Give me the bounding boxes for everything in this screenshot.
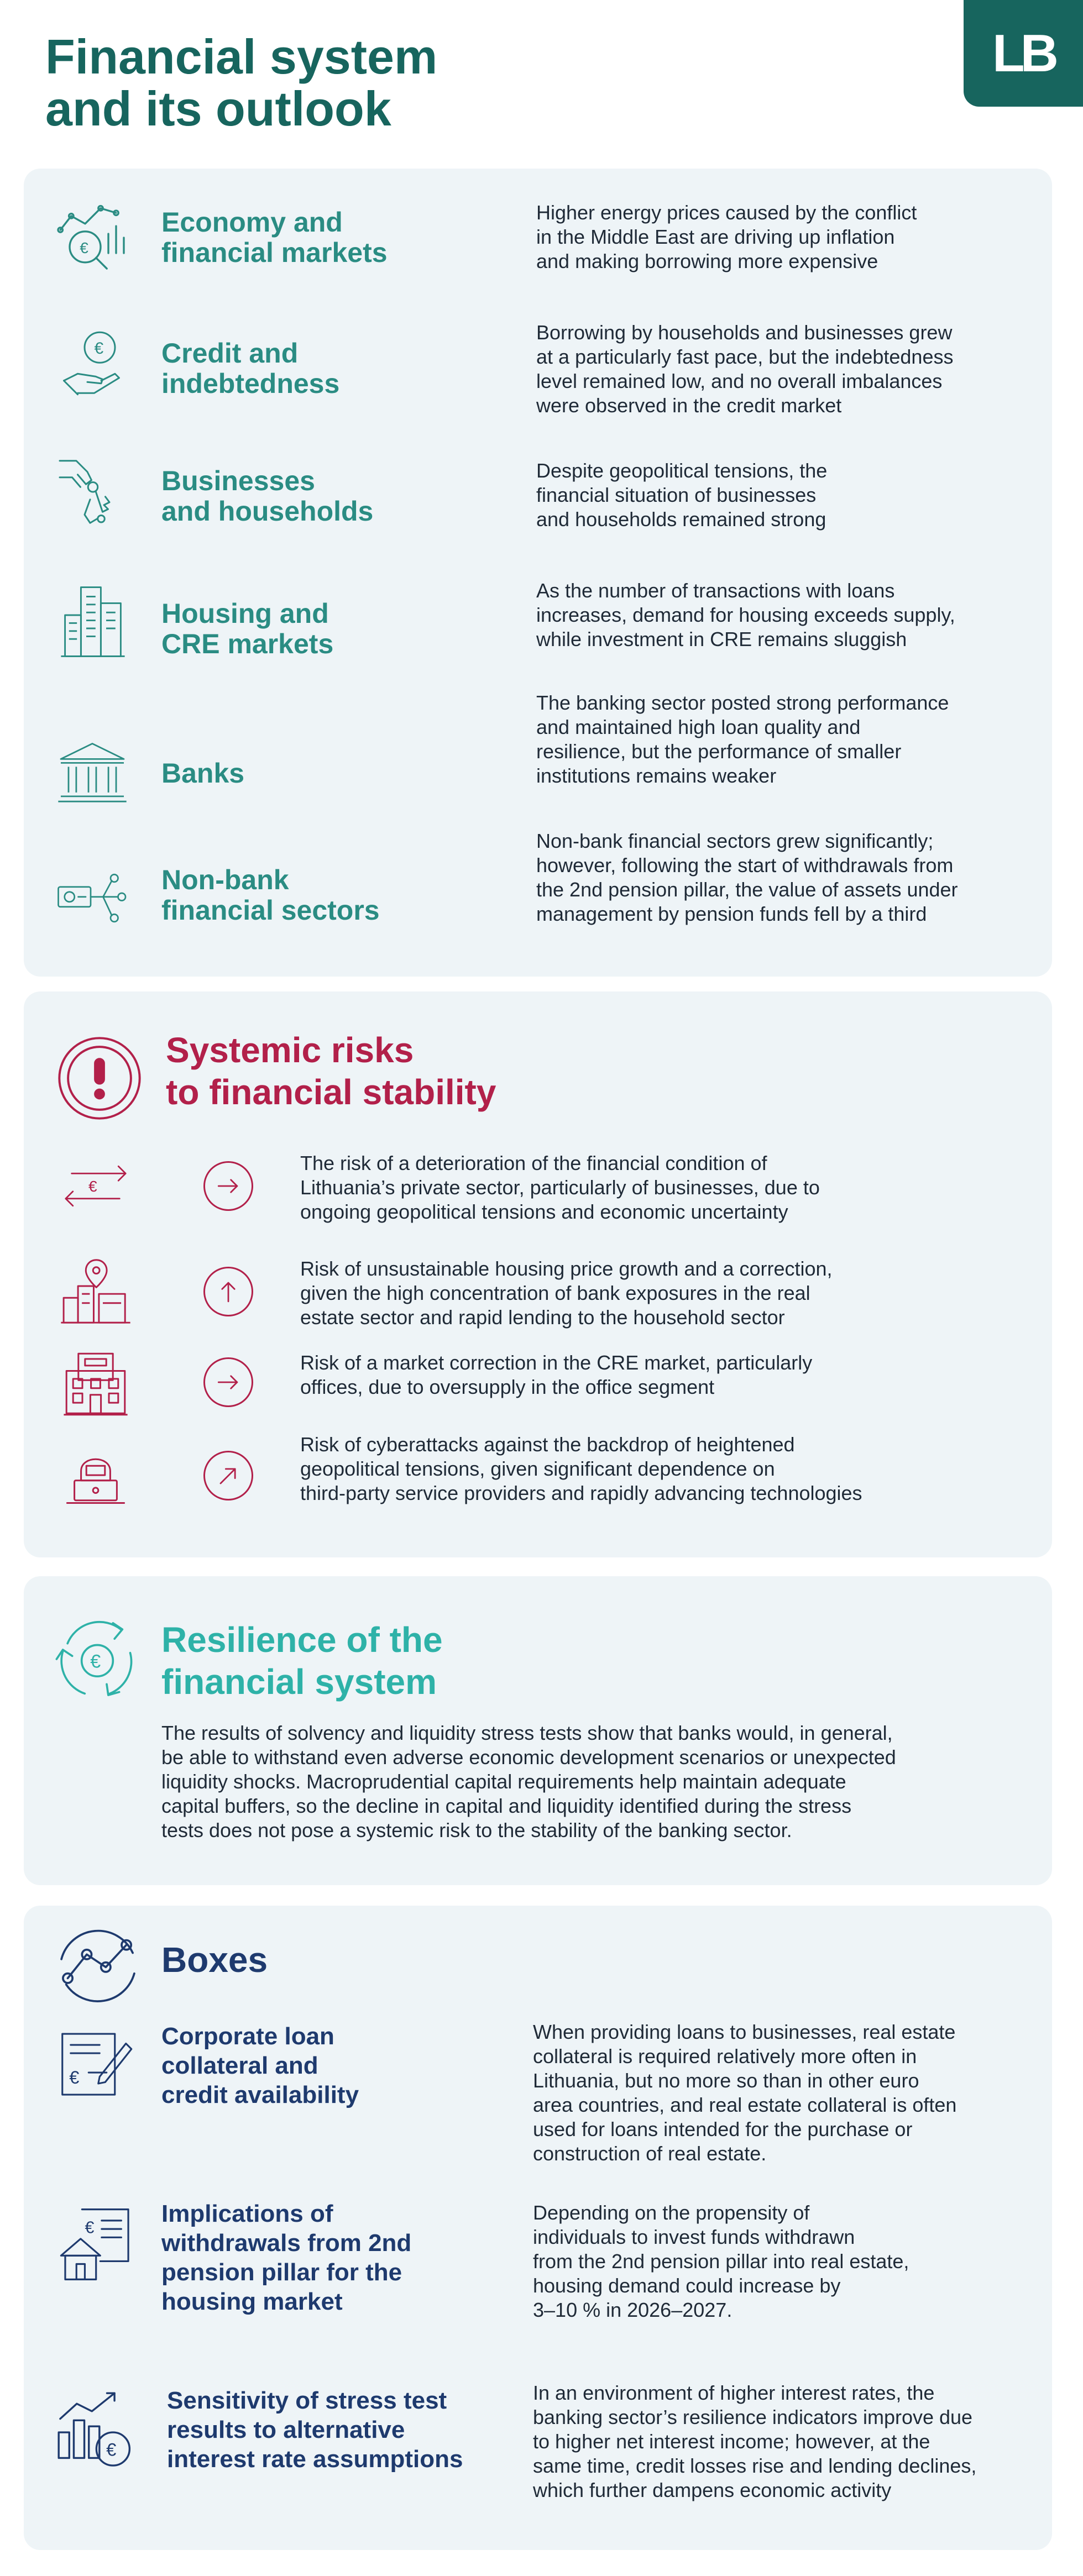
housing-location-icon [60,1257,132,1329]
outlook-item-label: Credit and indebtedness [161,338,340,399]
svg-text:€: € [88,1177,97,1195]
arrow-right-icon [205,1163,252,1209]
outlook-item-label: Housing and CRE markets [161,598,334,659]
svg-text:€: € [94,339,104,358]
bank-logo: LB [964,0,1083,107]
svg-text:€: € [106,2439,117,2460]
bar-chart-euro-icon [54,2389,137,2472]
arrow-up-icon [205,1268,252,1315]
document-pen-icon [58,2028,134,2100]
euro-exchange-icon [60,1158,132,1214]
box-item-label: Corporate loan collateral and credit availability [161,2023,359,2108]
outlook-item-text: Borrowing by households and businesses grew at a particularly fast pace, but the indebtedness level remained low, and no overall imbalances were observed in the credit market [536,321,954,417]
office-building-icon [62,1350,129,1419]
bank-icon [57,741,128,806]
hand-key-icon [57,456,126,533]
network-money-icon [56,868,130,928]
boxes-title: Boxes [161,1940,268,1980]
risk-item-text: Risk of a market correction in the CRE market, particularly offices, due to oversupply in the office segment [300,1351,813,1398]
page-title [45,31,437,135]
svg-text:€: € [69,2068,80,2087]
outlook-card [24,169,1052,977]
arrow-up-right-icon [205,1452,252,1499]
box-item-label: Sensitivity of stress test results to alternative interest rate assumptions [167,2387,463,2473]
page-title-line1: Financial system [45,29,438,84]
growth-line-icon [50,1921,145,2008]
trend-up-right-indicator [203,1451,253,1501]
resilience-title: Resilience of the financial system [161,1620,443,1702]
outlook-item-text: The banking sector posted strong performance and maintained high loan quality and resilience, but the performance of smaller institutions remains weaker [536,691,949,787]
outlook-item-text: As the number of transactions with loans increases, demand for housing exceeds supply, while investment in CRE remains sluggish [536,579,955,650]
outlook-item-label: Banks [161,758,245,789]
risks-title: Systemic risks to financial stability [166,1030,496,1112]
trend-right-indicator [203,1161,253,1211]
trend-right-indicator [203,1357,253,1407]
euro-hand-icon [60,326,129,403]
resilience-text: The results of solvency and liquidity stress tests show that banks would, in general, be able to withstand even adverse economic development scenarios or unexpected liquidity shocks. Macroprudential capital requirements help maintain adequate capital buffers, so the decline in capital and liquidity identified during the stress tests does not pose a systemic risk to the stability of the banking sector. [161,1722,896,1842]
trend-up-indicator [203,1267,253,1316]
box-item-label: Implications of withdrawals from 2nd pension pillar for the housing market [161,2200,412,2315]
economy-chart-icon [54,199,132,276]
outlook-item-text: Despite geopolitical tensions, the financial situation of businesses and households remained strong [536,459,828,531]
box-item-text: Depending on the propensity of individuals to invest funds withdrawn from the 2nd pension pillar into real estate, housing demand could increase by 3–10 % in 2026–2027. [533,2201,909,2321]
buildings-icon [60,583,126,660]
euro-cycle-icon [50,1612,144,1706]
page-title-line2: and its outlook [45,81,391,136]
outlook-item-text: Higher energy prices caused by the conflict in the Middle East are driving up inflation and making borrowing more expensive [536,201,917,272]
svg-text:€: € [80,239,88,256]
risk-item-text: Risk of unsustainable housing price growth and a correction, given the high concentration of bank exposures in the real estate sector and rapid lending to the household sector [300,1257,833,1329]
outlook-item-label: Economy and financial markets [161,207,388,268]
outlook-item-label: Non-bank financial sectors [161,864,380,926]
warning-icon [56,1035,143,1122]
hacker-laptop-icon [62,1442,129,1511]
box-item-text: When providing loans to businesses, real estate collateral is required relatively more often in Lithuania, but no more so than in other euro area countries, and real estate collateral is often used for loans intended for the purchase or construction of real estate. [533,2021,957,2165]
risks-card [24,991,1052,1557]
boxes-card [24,1906,1052,2550]
svg-text:€: € [85,2218,95,2237]
risk-item-text: Risk of cyberattacks against the backdrop of heightened geopolitical tensions, given significant dependence on third-party service providers and rapidly advancing technologies [300,1433,862,1504]
outlook-item-label: Businesses and households [161,465,374,527]
box-item-text: In an environment of higher interest rates, the banking sector’s resilience indicators improve due to higher net interest income; however, at the same time, credit losses rise and lending declines, which further dampens economic activity [533,2381,977,2501]
svg-text:€: € [90,1651,101,1672]
arrow-right-icon [205,1359,252,1405]
risk-item-text: The risk of a deterioration of the financial condition of Lithuania’s private sector, particularly of businesses, due to ongoing geopolitical tensions and economic uncertainty [300,1152,820,1223]
outlook-item-text: Non-bank financial sectors grew significantly; however, following the start of withdrawals from the 2nd pension pillar, the value of assets under management by pension funds fell by a third [536,830,958,925]
resilience-card [24,1576,1052,1885]
house-document-icon [58,2205,135,2284]
